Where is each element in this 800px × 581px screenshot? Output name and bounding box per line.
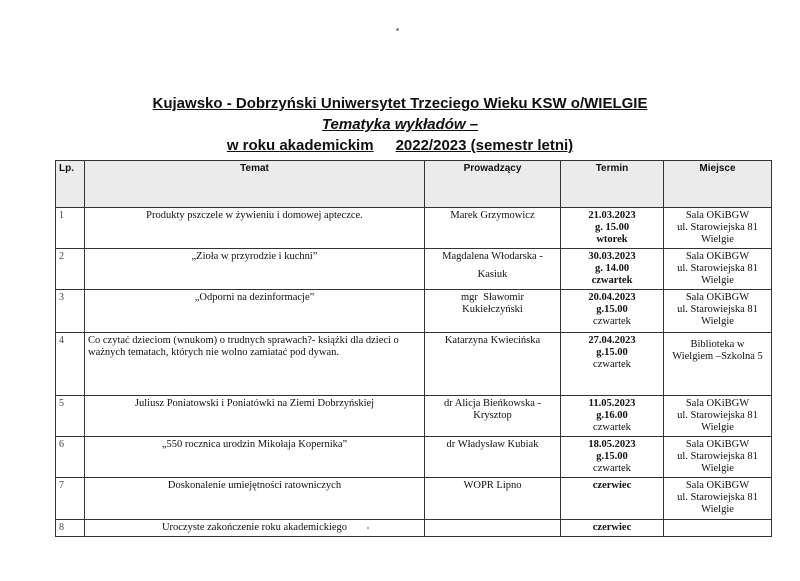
time-value: g.15.00 <box>596 451 628 462</box>
weekday-value: czwartek <box>593 359 631 370</box>
academic-year-label: w roku akademickim <box>226 137 374 154</box>
lecture-date <box>561 478 664 520</box>
venue-line-2: ul. Starowiejska 81 <box>677 451 758 462</box>
venue <box>664 249 772 290</box>
table-row <box>56 249 772 290</box>
date-value: 30.03.2023 <box>588 251 636 262</box>
venue-line-1: Sala OKiBGW <box>685 439 750 450</box>
time-value: g.15.00 <box>596 304 628 315</box>
col-header-prowadzacy: Prowadzący <box>425 161 561 208</box>
lecture-topic: Juliusz Poniatowski i Poniatówki na Ziemi Dobrzyńskiej <box>85 396 425 437</box>
venue-line-1: Sala OKiBGW <box>685 251 750 262</box>
venue-line-2: ul. Starowiejska 81 <box>677 410 758 421</box>
date-value: 20.04.2023 <box>588 292 636 303</box>
venue-line-1: Sala OKiBGW <box>685 398 750 409</box>
weekday-value: czwartek <box>593 422 631 433</box>
lecture-date <box>561 290 664 333</box>
lecture-topic: „Zioła w przyrodzie i kuchni” <box>85 249 425 290</box>
lecturer-name: WOPR Lipno <box>463 480 522 491</box>
venue <box>664 437 772 478</box>
venue-line-3: Wielgie <box>701 422 734 433</box>
venue <box>664 520 772 537</box>
venue-line-3: Wielgie <box>701 504 734 515</box>
lecture-date <box>561 333 664 396</box>
venue-line-3: Wielgie <box>701 234 734 245</box>
lecture-date <box>561 208 664 249</box>
lecturer-name-cont: Kukiełczyński <box>462 304 523 315</box>
date-value: czerwiec <box>592 480 632 491</box>
venue-line-2: Wielgiem –Szkolna 5 <box>672 351 763 362</box>
lecturer-name-cont: Kasiuk <box>477 269 508 280</box>
venue <box>664 333 772 396</box>
academic-year-line <box>0 137 800 154</box>
university-title: Kujawsko - Dobrzyński Uniwersytet Trzeciego Wieku KSW o/WIELGIE <box>152 95 648 112</box>
col-header-miejsce: Miejsce <box>664 161 772 208</box>
row-number: 6 <box>56 437 85 478</box>
table-row <box>56 333 772 396</box>
weekday-value: czwartek <box>593 463 631 474</box>
lecturer-name: mgr Sławomir <box>461 292 524 303</box>
weekday-value: wtorek <box>596 234 628 245</box>
venue <box>664 208 772 249</box>
lecturer-name: Katarzyna Kwiecińska <box>444 335 541 346</box>
lecture-topic: Doskonalenie umiejętności ratowniczych <box>85 478 425 520</box>
venue-line-1: Sala OKiBGW <box>685 292 750 303</box>
lecture-topic: Co czytać dzieciom (wnukom) o trudnych sprawach?- książki dla dzieci o ważnych tematach, których nie wolno zamiatać pod dywan. <box>85 333 425 396</box>
venue <box>664 396 772 437</box>
row-number: 7 <box>56 478 85 520</box>
table-row <box>56 478 772 520</box>
venue-line-2: ul. Starowiejska 81 <box>677 222 758 233</box>
lecturer <box>425 396 561 437</box>
venue <box>664 290 772 333</box>
date-value: 11.05.2023 <box>588 398 636 409</box>
table-row <box>56 520 772 537</box>
lecture-date <box>561 396 664 437</box>
date-value: 18.05.2023 <box>588 439 636 450</box>
lecturer <box>425 333 561 396</box>
scan-speck <box>367 527 369 529</box>
table-row <box>56 208 772 249</box>
time-value: g. 14.00 <box>594 263 630 274</box>
lecturer <box>425 478 561 520</box>
venue-line-2: ul. Starowiejska 81 <box>677 263 758 274</box>
lecturer-name: Marek Grzymowicz <box>450 210 535 221</box>
venue-line-1: Sala OKiBGW <box>685 480 750 491</box>
time-value: g.15.00 <box>596 347 628 358</box>
venue-line-1: Sala OKiBGW <box>685 210 750 221</box>
lecture-topic: „Odporni na dezinformacje” <box>85 290 425 333</box>
date-value: 27.04.2023 <box>588 335 636 346</box>
row-number: 3 <box>56 290 85 333</box>
lecturer-name: dr Alicja Bieńkowska - <box>443 398 542 409</box>
table-row <box>56 396 772 437</box>
date-value: czerwiec <box>592 522 632 533</box>
row-number: 4 <box>56 333 85 396</box>
lecturer <box>425 208 561 249</box>
venue-line-1: Biblioteka w <box>690 339 745 350</box>
lecturer-name-cont: Krysztop <box>473 410 512 421</box>
table-row <box>56 437 772 478</box>
row-number: 8 <box>56 520 85 537</box>
row-number: 1 <box>56 208 85 249</box>
lecture-schedule-table <box>55 160 772 537</box>
weekday-value: czwartek <box>591 275 633 286</box>
venue-line-3: Wielgie <box>701 316 734 327</box>
lecturer <box>425 249 561 290</box>
lecture-date <box>561 249 664 290</box>
weekday-value: czwartek <box>593 316 631 327</box>
lecturer <box>425 290 561 333</box>
lecturer-name: Magdalena Włodarska - <box>442 251 543 262</box>
lecture-topic: Uroczyste zakończenie roku akademickiego <box>85 520 425 537</box>
lecture-topic: Produkty pszczele w żywieniu i domowej apteczce. <box>85 208 425 249</box>
academic-year-value: 2022/2023 (semestr letni) <box>395 137 574 154</box>
venue-line-3: Wielgie <box>701 463 734 474</box>
scan-speck <box>396 28 399 31</box>
venue-line-2: ul. Starowiejska 81 <box>677 492 758 503</box>
venue <box>664 478 772 520</box>
lecture-date <box>561 437 664 478</box>
col-header-temat: Temat <box>85 161 425 208</box>
time-value: g.16.00 <box>596 410 628 421</box>
lecturer-name: dr Władysław Kubiak <box>446 439 539 450</box>
row-number: 2 <box>56 249 85 290</box>
header-row <box>56 161 772 208</box>
lecturer <box>425 520 561 537</box>
row-number: 5 <box>56 396 85 437</box>
table-row <box>56 290 772 333</box>
venue-line-2: ul. Starowiejska 81 <box>677 304 758 315</box>
col-header-lp: Lp. <box>56 161 85 208</box>
lecture-date <box>561 520 664 537</box>
col-header-termin: Termin <box>561 161 664 208</box>
lecture-topic: „550 rocznica urodzin Mikołaja Kopernika” <box>85 437 425 478</box>
lectures-subtitle: Tematyka wykładów – <box>321 116 479 133</box>
lecturer <box>425 437 561 478</box>
date-value: 21.03.2023 <box>588 210 636 221</box>
venue-line-3: Wielgie <box>701 275 734 286</box>
time-value: g. 15.00 <box>594 222 630 233</box>
